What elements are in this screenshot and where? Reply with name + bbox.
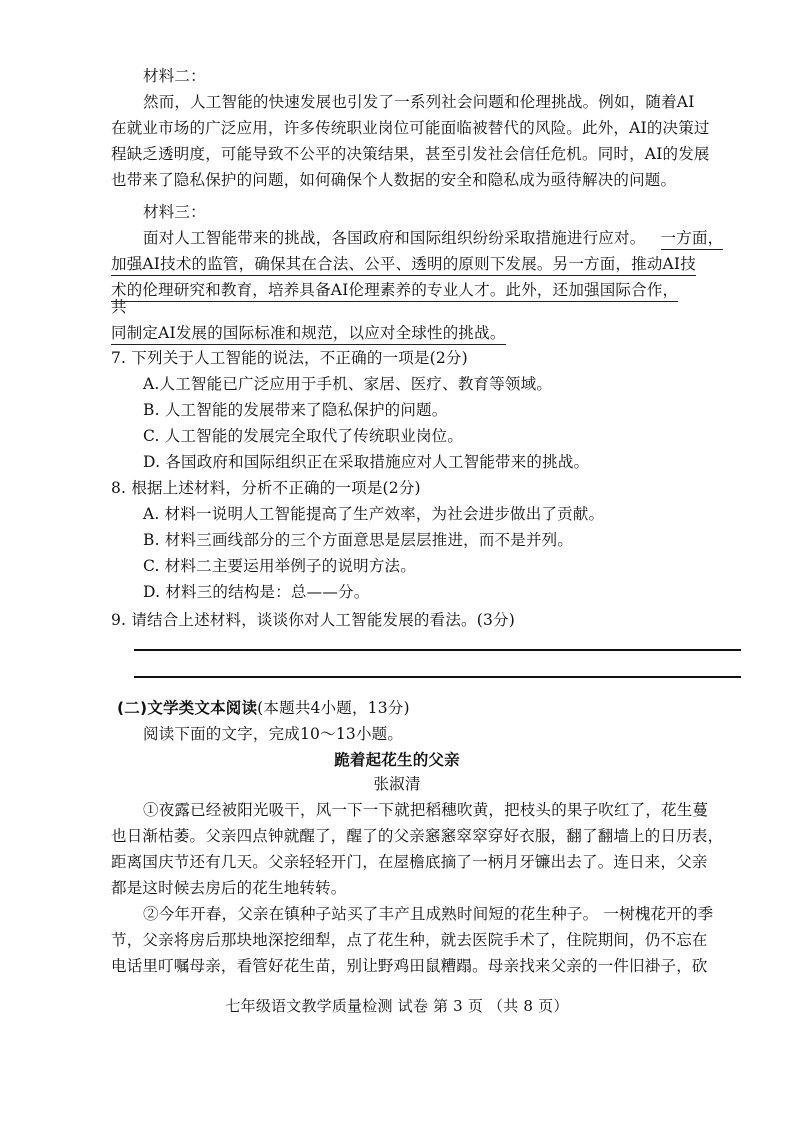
article-title: 跪着起花生的父亲 [334, 751, 460, 769]
material2-heading: 材料二： [143, 67, 206, 85]
article-line: 距离国庆节还有几天。父亲轻轻开门，在屋檐底摘了一柄月牙镰出去了。连日来，父亲 [111, 853, 708, 871]
material3-heading: 材料三： [143, 203, 206, 221]
section-heading-note: (本题共4小题，13分) [257, 699, 410, 717]
section-heading-bold: (二)文学类文本阅读 [117, 699, 258, 717]
article-author: 张淑清 [373, 775, 421, 793]
article-line: ②今年开春，父亲在镇种子站买了丰产且成熟时间短的花生种子。 一树槐花开的季 [143, 905, 714, 923]
material2-line: 程缺乏透明度，可能导致不公平的决策结果，甚至引发社会信任危机。同时，AI的发展 [111, 145, 710, 163]
article-line: ①夜露已经被阳光吸干，风一下一下就把稻穗吹黄，把枝头的果子吹红了，花生蔓 [143, 801, 709, 819]
question-7-option: A.人工智能已广泛应用于手机、家居、医疗、教育等领域。 [143, 375, 553, 393]
underlined-passage: 术的伦理研究和教育，培养具备AI伦理素养的专业人才。此外，还加强国际合作， [111, 281, 678, 302]
article-line: 也日渐枯萎。父亲四点钟就醒了，醒了的父亲窸窸窣窣穿好衣服，翻了翻墙上的日历表， [111, 827, 724, 845]
question-8-option: A. 材料一说明人工智能提高了生产效率，为社会进步做出了贡献。 [143, 505, 605, 523]
article-line: 电话里叮嘱母亲，看管好花生苗，别让野鸡田鼠糟蹋。母亲找来父亲的一件旧褂子，砍 [111, 957, 708, 975]
underlined-passage: 加强AI技术的监管，确保其在合法、公平、透明的原则下发展。另一方面，推动AI技 [111, 255, 696, 276]
material2-line: 也带来了隐私保护的问题，如何确保个人数据的安全和隐私成为亟待解决的问题。 [111, 171, 677, 189]
material3-line [111, 323, 506, 343]
question-7-option: D. 各国政府和国际组织正在采取措施应对人工智能带来的挑战。 [143, 453, 590, 471]
section-heading [117, 698, 410, 718]
question-8-stem: 8. 根据上述材料，分析不正确的一项是(2分) [111, 479, 421, 497]
page-footer: 七年级语文教学质量检测 试卷 第 3 页 （共 8 页） [225, 997, 569, 1015]
material3-line [111, 297, 127, 317]
answer-line[interactable] [134, 676, 741, 678]
question-8-option: B. 材料三画线部分的三个方面意思是层层推进，而不是并列。 [143, 531, 574, 549]
material2-line: 在就业市场的广泛应用，许多传统职业岗位可能面临被替代的风险。此外，AI的决策过 [111, 119, 710, 137]
question-8-option: D. 材料三的结构是：总——分。 [143, 583, 370, 601]
underlined-passage: 共 [111, 298, 127, 316]
underlined-passage: 一方面， [661, 229, 724, 250]
article-line: 都是这时候去房后的花生地转转。 [111, 879, 347, 897]
question-7-stem: 7. 下列关于人工智能的说法，不正确的一项是(2分) [111, 349, 468, 367]
article-line: 节，父亲将房后那块地深挖细犁，点了花生种，就去医院手术了，住院期间，仍不忘在 [111, 931, 708, 949]
question-7-option: C. 人工智能的发展完全取代了传统职业岗位。 [143, 427, 464, 445]
material3-intro-text: 面对人工智能带来的挑战，各国政府和国际组织纷纷采取措施进行应对。 [143, 229, 646, 247]
material3-line [111, 280, 678, 300]
material3-line [143, 228, 723, 248]
underlined-passage: 同制定AI发展的国际标准和规范，以应对全球性的挑战。 [111, 324, 506, 345]
material3-line [111, 254, 696, 274]
question-9-stem: 9. 请结合上述材料，谈谈你对人工智能发展的看法。(3分) [111, 611, 515, 629]
section-instruction: 阅读下面的文字，完成10～13小题。 [143, 725, 404, 743]
question-7-option: B. 人工智能的发展带来了隐私保护的问题。 [143, 401, 448, 419]
question-8-option: C. 材料二主要运用举例子的说明方法。 [143, 557, 416, 575]
material2-line: 然而，人工智能的快速发展也引发了一系列社会问题和伦理挑战。例如，随着AI [143, 93, 695, 111]
answer-line[interactable] [134, 649, 741, 651]
